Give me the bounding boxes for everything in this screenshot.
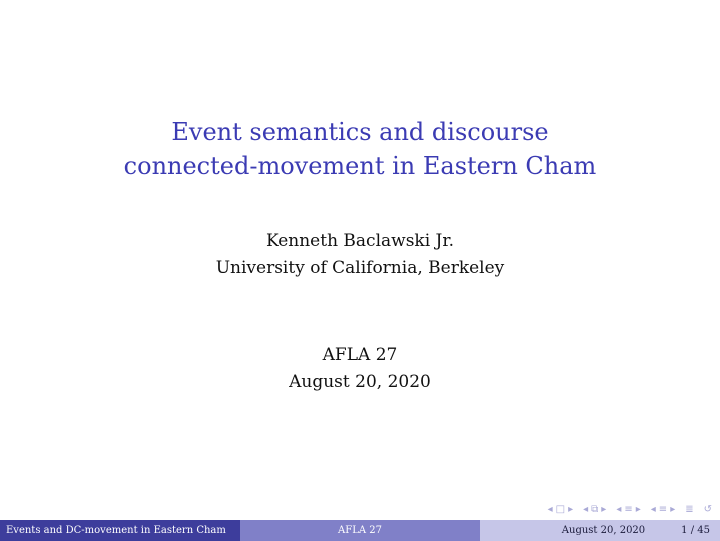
- next-subsection-icon[interactable]: ▸: [601, 504, 607, 515]
- next-frame-icon[interactable]: ▸: [568, 504, 574, 515]
- section-icon[interactable]: ≡: [624, 504, 633, 515]
- prev-part-icon[interactable]: ◂: [650, 504, 656, 515]
- event-block: [0, 342, 720, 396]
- footer-date: August 20, 2020: [561, 525, 646, 536]
- part-icon[interactable]: ≡: [658, 504, 668, 515]
- prev-section-icon[interactable]: ◂: [616, 504, 622, 515]
- prev-subsection-icon[interactable]: ◂: [583, 504, 589, 515]
- frame-icon[interactable]: □: [555, 504, 566, 515]
- event-date: August 20, 2020: [289, 372, 431, 392]
- toc-icon[interactable]: ≣: [685, 504, 694, 515]
- event-name: AFLA 27: [322, 345, 398, 365]
- next-part-icon[interactable]: ▸: [670, 504, 676, 515]
- search-icon[interactable]: ↺: [703, 504, 712, 515]
- title-line-1: Event semantics and discourse: [171, 118, 549, 146]
- author-institution: University of California, Berkeley: [215, 258, 505, 278]
- title-line-2: connected-movement in Eastern Cham: [123, 152, 597, 180]
- footer-event: AFLA 27: [240, 520, 480, 541]
- author-block: [0, 228, 720, 282]
- footer: [0, 520, 720, 541]
- slide-title: [0, 115, 720, 183]
- footer-date-page: [480, 520, 720, 541]
- navigation-bar: [548, 502, 712, 518]
- prev-frame-icon[interactable]: ◂: [547, 504, 553, 515]
- next-section-icon[interactable]: ▸: [635, 504, 641, 515]
- footer-short-title: Events and DC-movement in Eastern Cham: [0, 520, 240, 541]
- author-name: Kenneth Baclawski Jr.: [265, 231, 455, 251]
- page-number: 1 / 45: [681, 525, 710, 536]
- subsection-icon[interactable]: ⧉: [591, 504, 599, 515]
